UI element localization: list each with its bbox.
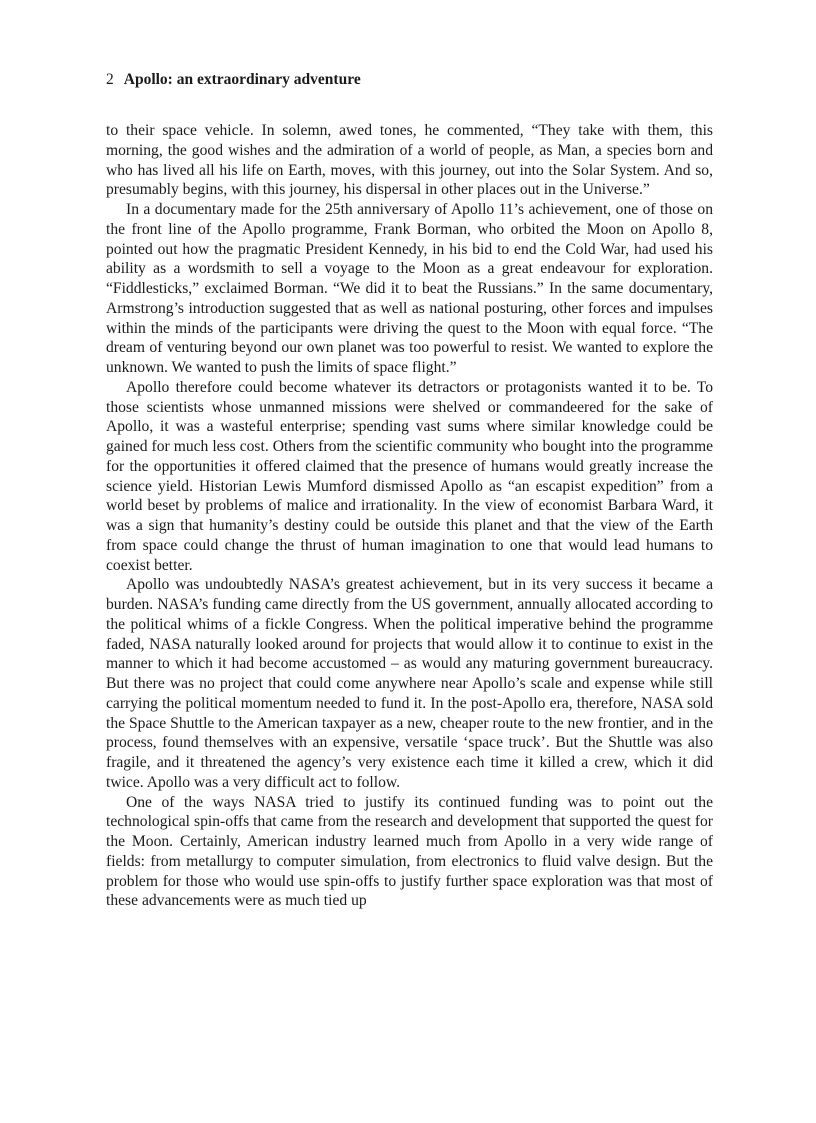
paragraph: One of the ways NASA tried to justify its continued funding was to point out the technological spin-offs that came from the research and development that supported the quest for the Moon. Certainly, American industry learned much from Apollo in a very wide range of fields: from metallurgy to computer simulation, from electronics to fluid valve design. But the problem for those who would use spin-offs to justify further space exploration was that most of these advancements were as much tied up xyxy=(106,793,713,910)
paragraph: In a documentary made for the 25th anniversary of Apollo 11’s achievement, one of those on the front line of the Apollo programme, Frank Borman, who orbited the Moon on Apollo 8, pointed out how the pragmatic President Kennedy, in his bid to end the Cold War, had used his ability as a wordsmith to sell a voyage to the Moon as a great endeavour for exploration. “Fiddlesticks,” exclaimed Borman. “We did it to beat the Russians.” In the same documentary, Armstrong’s introduction suggested that as well as national posturing, other forces and impulses within the minds of the participants were driving the quest to the Moon with equal force. “The dream of venturing beyond our own planet was too powerful to resist. We wanted to explore the unknown. We wanted to push the limits of space flight.” xyxy=(106,201,713,376)
page-number: 2 xyxy=(106,71,114,88)
body-text xyxy=(106,121,713,911)
paragraph-continued: to their space vehicle. In solemn, awed tones, he commented, “They take with them, this morning, the good wishes and the admiration of a world of people, as Man, a species born and who has lived all his life on Earth, moves, with this journey, out into the Solar System. And so, presumably begins, with this journey, his dispersal in other places out in the Universe.” xyxy=(106,122,713,199)
paragraph: Apollo was undoubtedly NASA’s greatest achievement, but in its very success it became a burden. NASA’s funding came directly from the US government, annually allocated according to the political whims of a fickle Congress. When the political imperative behind the programme faded, NASA naturally looked around for projects that would allow it to continue to exist in the manner to which it had become accustomed – as would any maturing government bureaucracy. But there was no project that could come anywhere near Apollo’s scale and expense while still carrying the political momentum needed to fund it. In the post-Apollo era, therefore, NASA sold the Space Shuttle to the American taxpayer as a new, cheaper route to the new frontier, and in the process, found themselves with an expensive, versatile ‘space truck’. But the Shuttle was also fragile, and it threatened the agency’s very existence each time it killed a crew, which it did twice. Apollo was a very difficult act to follow. xyxy=(106,576,713,791)
running-head-title: Apollo: an extraordinary adventure xyxy=(123,71,361,88)
paragraph: Apollo therefore could become whatever its detractors or protagonists wanted it to be. To those scientists whose unmanned missions were shelved or commandeered for the sake of Apollo, it was a wasteful enterprise; spending vast sums where similar knowledge could be gained for much less cost. Others from the scientific community who bought into the programme for the opportunities it offered claimed that the presence of humans would greatly increase the science yield. Historian Lewis Mumford dismissed Apollo as “an escapist expedition” from a world beset by problems of malice and irrationality. In the view of economist Barbara Ward, it was a sign that humanity’s destiny could be outside this planet and that the view of the Earth from space could change the thrust of human imagination to one that would lead humans to coexist better. xyxy=(106,378,713,574)
running-head xyxy=(106,70,716,90)
